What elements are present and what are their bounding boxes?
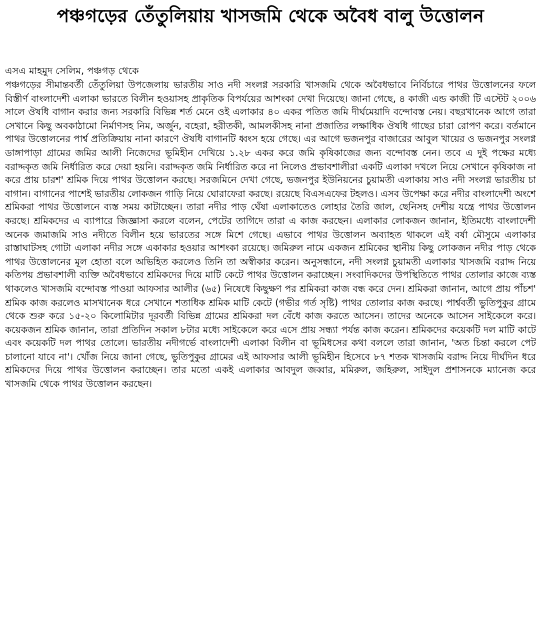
article-body [5,79,536,614]
article-paragraph: পঞ্চগড়ের সীমান্তবর্তী তেঁতুলিয়া উপজেলায় ভারতীয় সাও নদী সংলগ্ন সরকারি খাসজমি থেকে অবৈধভাবে নির্বিচারে পাথর উত্তোলনের ফলে বিস্তীর্ণ বাংলাদেশী এলাকা ভারতে বিলীন হওয়াসহ প্রাকৃতিক বিপর্যয়ের আশংকা দেখা দিয়েছে। জানা গেছে, ৪ কাজী এন্ড কাজী টি এস্টেট ২০০৬ সালে ঔষধি বাগান করার জন্য সরকারি বিভিন্ন শর্ত মেনে ওই এলাকার ৪০ একর পতিত জমি দীর্ঘমেয়াদি বন্দোবস্ত নেয়। বছরখানেক আগে তারা সেখানে কিছু অবকাঠামো নির্মাণসহ নিম, অর্জুন, বহেরা, হরীতকী, আমলকীসহ নানা প্রজাতির লক্ষাধিক ঔষধি গাছের চারা রোপণ করে। বর্তমানে পাথর উত্তোলনের পার্শ্ব প্রতিক্রিয়ায় নানা কারণে ঔষধি বাগানটি ধ্বংস হয়ে গেছে। এর আগে ভজনপুর বাজারের আবুল খায়ের ও ভজনপুর সংলগ্ন ডাঙ্গাপাড়া গ্রামের জমির আলী নিজেদের ভূমিহীন দেখিয়ে ১.২৮ একর করে জমি কৃষিকাজের জন্য বন্দোবস্ত নেন। তবে এ দুই পক্ষের মধ্যে বরাদ্দকৃত জমি নির্ধারিত করে দেয়া হয়নি। বরাদ্দকৃত জমি নির্ধারিত করে না নিলেও প্রভাবশালীরা একটি এলাকা দখলে নিয়ে সেখানে কৃষিকাজ না করে প্রায় চারশ' শ্রমিক দিয়ে পাথর উত্তোলন করছে। সরজমিনে দেখা গেছে, ভজনপুর ইউনিয়নের চুয়ামতী এলাকায় সাও নদী সংলগ্ন ভারতীয় চা বাগান। বাগানের পাশেই ভারতীয় লোকজন গাড়ি নিয়ে ঘোরাফেরা করছে। রয়েছে বিএসএফের টহলও। এসব উপেক্ষা করে নদীর বাংলাদেশী অংশে শ্রমিকরা পাথর উত্তোলনে ব্যস্ত সময় কাটাচ্ছেন। তারা নদীর পাড় ঘেঁষা এলাকাতেও লোহার তৈরি জাল, ছেনিসহ দেশীয় যন্ত্রে পাথর উত্তোলন করছে। শ্রমিকদের এ ব্যাপারে জিজ্ঞাসা করলে বলেন, পেটের তাগিদে তারা এ কাজ করছেন। এলাকার লোকজন জানান, ইতিমধ্যে বাংলাদেশী অনেক জমাজমি সাও নদীতে বিলীন হয়ে ভারতের সঙ্গে মিশে গেছে। এভাবে পাথর উত্তোলন অব্যাহত থাকলে এই বর্ষা মৌসুমে এলাকার রাস্তাঘাটসহ গোটা এলাকা নদীর সঙ্গে একাকার হওয়ার আশংকা রয়েছে। জমিরুল নামে একজন শ্রমিকের স্থানীয় কিছু লোকজন নদীর পাড় থেকে পাথর উত্তোলনের মূল হোতা বলে অভিহিত করলেও তিনি তা অস্বীকার করেন। অনুসন্ধানে, নদী সংলগ্ন চুয়ামতী এলাকার খাসজমি বরাদ্দ নিয়ে কতিপয় প্রভাবশালী ব্যক্তি অবৈধভাবে শ্রমিকদের দিয়ে মাটি কেটে পাথর উত্তোলন করাচ্ছেন। সংবাদিকদের উপস্থিতিতে পাথর তোলার কাজে ব্যস্ত থাকলেও খাসজমি বন্দোবস্ত পাওয়া আফসার আলীর (৬৫) নিষেধে কিছুক্ষণ পর শ্রমিকরা কাজ বন্ধ করে দেন। শ্রমিকরা জানান, আগে প্রায় পাঁচশ' শ্রমিক কাজ করলেও মাসখানেক ধরে সেখানে শতাধিক শ্রমিক মাটি কেটে (গভীর গর্ত সৃষ্টি) পাথর তোলার কাজ করছে। পার্শ্ববর্তী ভুতিপুকুর গ্রামে থেকে শুরু করে ১৫-২০ কিলোমিটার দূরবর্তী বিভিন্ন গ্রামের শ্রমিকরা দল বেঁধে কাজ করতে আসেন। তাদের অনেকে আসেন সাইকেলে করে। কয়েকজন শ্রমিক জানান, তারা প্রতিদিন সকাল ৮টার মধ্যে সাইকেলে করে এসে প্রায় সন্ধ্যা পর্যন্ত কাজ করেন। শ্রমিকদের কয়েকটি দল মাটি কাটে এবং কয়েকটি দল পাথর তোলে। ভারতীয় নদীগর্ভে বাংলাদেশী এলাকা বিলীন বা ভূমিধসের কথা বললে তারা জানান, 'অত চিন্তা করলে পেট চালানো যাবে না'। খোঁজ নিয়ে জানা গেছে, ভুতিপুকুর গ্রামের এই আফসার আলী ভূমিহীন হিসেবে ৮৭ শতক খাসজমি বরাদ্দ নিয়ে দীর্ঘদিন ধরে শ্রমিকদের দিয়ে পাথর উত্তোলন করাচ্ছেন। তার মতো একই এলাকার আবদুল জব্বার, মমিরুল, জহিরুল, সাইদুল প্রশাসনকে ম্যানেজ করে খাসজমি থেকে পাথর উত্তোলন করছেন। [5,80,536,391]
article-byline: এসএ মাহমুদ সেলিম, পঞ্চগড় থেকে [5,66,139,77]
article-headline: পঞ্চগড়ের তেঁতুলিয়ায় খাসজমি থেকে অবৈধ বালু উত্তোলন [56,6,485,27]
